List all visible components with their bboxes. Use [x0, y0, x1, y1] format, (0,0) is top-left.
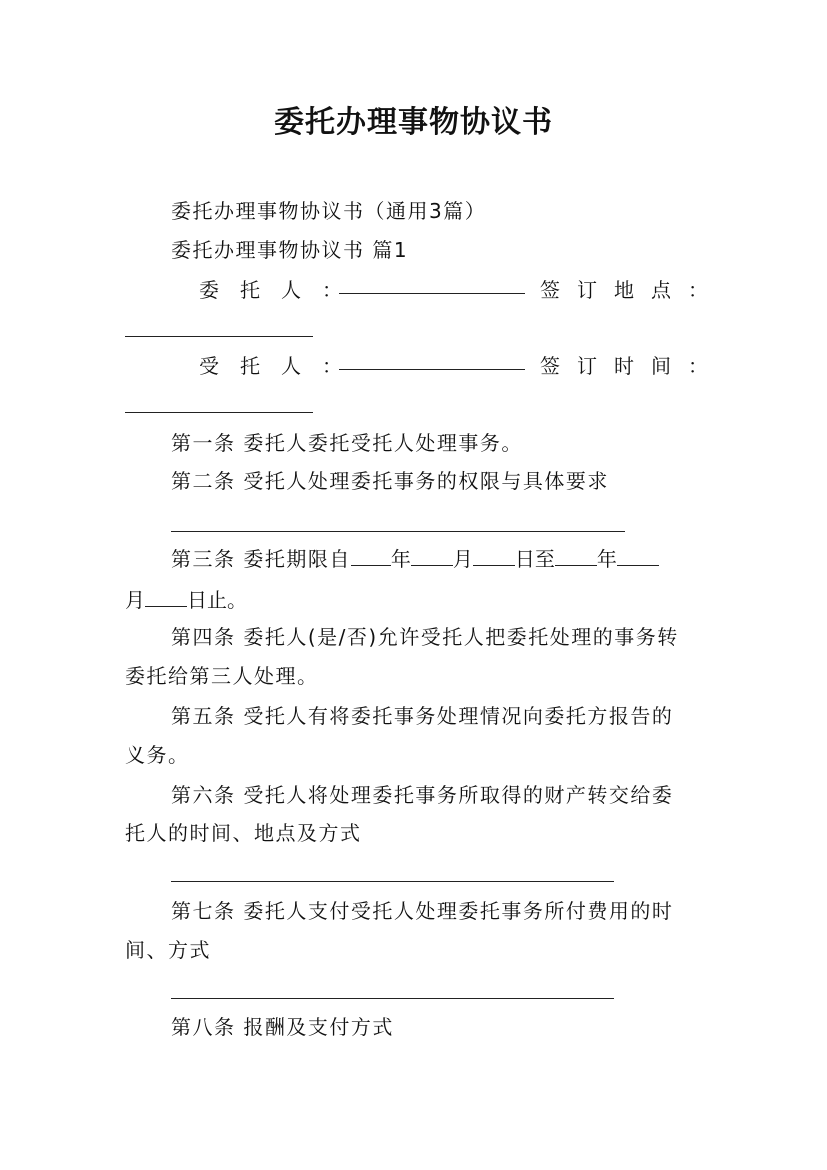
month-start-label: 月 [452, 547, 473, 571]
year-end-blank[interactable] [555, 547, 597, 566]
article-2: 第二条 受托人处理委托事务的权限与具体要求 [171, 469, 609, 493]
article-3-lead: 第三条 委托期限自 [171, 547, 351, 571]
section-heading: 委托办理事物协议书 篇1 [171, 238, 409, 262]
month-end-label: 月 [125, 588, 145, 612]
agent-label: 受托人： [199, 354, 363, 378]
article-2-blank[interactable] [171, 531, 625, 532]
article-4-line-2: 委托给第三人处理。 [125, 664, 319, 688]
article-6-line-1: 第六条 受托人将处理委托事务所取得的财产转交给委 [171, 783, 674, 807]
year-end-label: 年 [596, 547, 617, 571]
month-end-blank-part[interactable] [617, 547, 659, 566]
sign-place-blank[interactable] [125, 336, 313, 337]
article-1: 第一条 委托人委托受托人处理事务。 [171, 431, 523, 455]
article-8: 第八条 报酬及支付方式 [171, 1015, 394, 1039]
principal-label: 委托人： [199, 278, 363, 302]
article-7-line-2: 间、方式 [125, 938, 211, 962]
article-6-line-2: 托人的时间、地点及方式 [125, 821, 362, 845]
sign-time-blank[interactable] [125, 412, 313, 413]
article-3-line-2 [125, 585, 247, 615]
article-7-blank[interactable] [171, 998, 614, 999]
day-end-label: 日止。 [187, 588, 247, 612]
day-start-label: 日至 [514, 547, 555, 571]
principal-blank[interactable] [339, 275, 525, 294]
month-start-blank[interactable] [411, 547, 453, 566]
article-4-line-1: 第四条 委托人(是/否)允许受托人把委托处理的事务转 [171, 625, 679, 649]
day-start-blank[interactable] [473, 547, 515, 566]
article-6-blank[interactable] [171, 881, 614, 882]
article-5-line-2: 义务。 [125, 743, 190, 767]
article-3-line-1 [171, 544, 659, 574]
document-title: 委托办理事物协议书 [274, 105, 553, 140]
article-5-line-1: 第五条 受托人有将委托事务处理情况向委托方报告的 [171, 704, 674, 728]
day-end-blank[interactable] [145, 588, 187, 607]
subtitle: 委托办理事物协议书（通用3篇） [171, 199, 487, 223]
agent-blank[interactable] [339, 351, 525, 370]
sign-place-label: 签订地点： [540, 278, 725, 302]
year-start-blank[interactable] [351, 547, 391, 566]
article-7-line-1: 第七条 委托人支付受托人处理委托事务所付费用的时 [171, 899, 674, 923]
sign-time-label: 签订时间： [540, 354, 725, 378]
year-start-label: 年 [390, 547, 411, 571]
